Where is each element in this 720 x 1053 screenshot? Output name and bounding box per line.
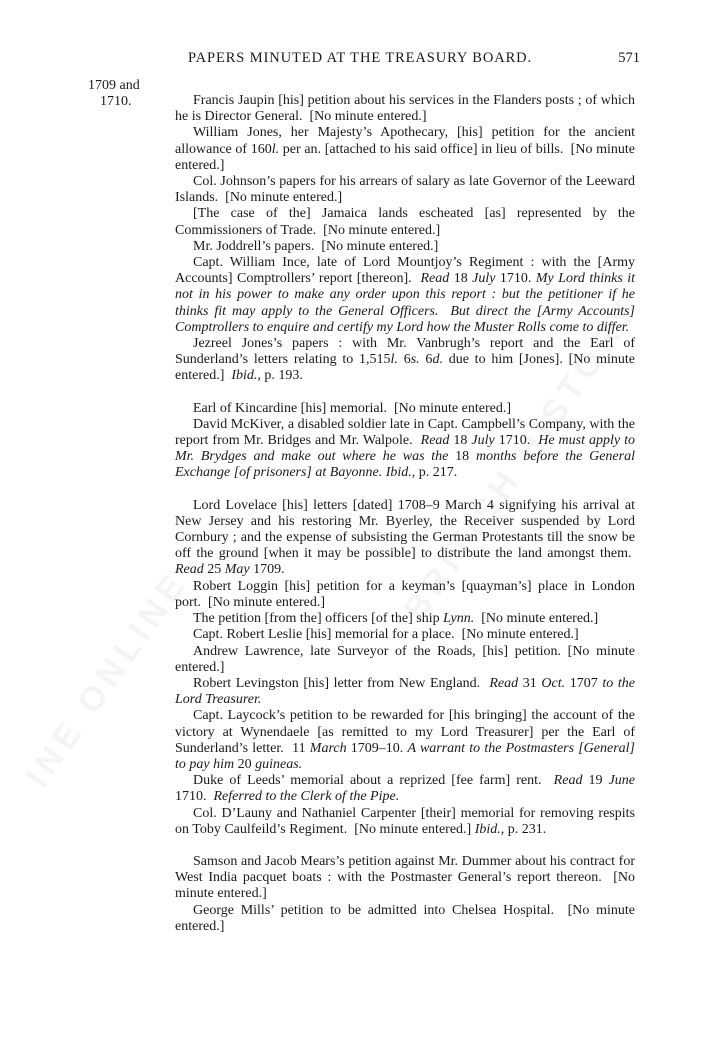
entries-list (175, 93, 635, 935)
minute-entry: Robert Loggin [his] petition for a keyman’s [quayman’s] place in London port. [No minute entered.] (175, 578, 635, 610)
minute-entry: William Jones, her Majesty’s Apothecary, [his] petition for the ancient allowance of 160l. per an. [attached to his said office] in lieu of bills. [No minute entered.] (175, 125, 635, 173)
minute-entry: Samson and Jacob Mears’s petition against Mr. Dummer about his contract for West India pacquet boats : with the Postmaster General’s report thereon. [No minute entered.] (175, 853, 635, 902)
minute-entry: Capt. Laycock’s petition to be rewarded for [his bringing] the account of the victory at Wynendaele [as remitted to my Lord Treasurer] per the Earl of Sunderland’s letter. 11 March 1709–10. A warrant to the Postmasters [General] to pay him 20 guineas. (175, 708, 636, 772)
watermark-left (18, 564, 196, 795)
minute-entry: The petition [from the] officers [of the] ship Lynn. [No minute entered.] (193, 611, 599, 627)
margin-date-line-2: 1710. (100, 94, 132, 109)
minute-entry: Earl of Kincardine [his] memorial. [No minute entered.] (193, 400, 511, 416)
minute-entry: Robert Levingston [his] letter from New England. Read 31 Oct. 1707 to the Lord Treasurer. (175, 675, 636, 708)
minute-entry: Capt. William Ince, late of Lord Mountjoy’s Regiment : with the [Army Accounts] Comptrollers’ report [thereon]. Read 18 July 1710. My Lord thinks it not in his power to make any order upon this report : but the petitioner if he thinks fit may apply to the General Officers. But direct the [Army Accounts] Comptrollers to enquire and certify my Lord how the Muster Rolls come to differ. (175, 255, 636, 335)
minute-entry: Jezreel Jones’s papers : with Mr. Vanbrugh’s report and the Earl of Sunderland’s letters relating to 1,515l. 6s. 6d. due to him [Jones]. [No minute entered.] Ibid., p. 193. (175, 336, 636, 384)
margin-date-line-1: 1709 and (88, 78, 140, 93)
minute-entry: Duke of Leeds’ memorial about a reprized [fee farm] rent. Read 19 June 1710. Referred to the Clerk of the Pipe. (175, 773, 636, 805)
margin-date-note (88, 78, 160, 110)
minute-entry: Lord Lovelace [his] letters [dated] 1708–9 March 4 signifying his arrival at New Jersey and his restoring Mr. Byerley, the Receiver suspended by Lord Cornbury ; and the expense of subsisting the German Protestants till the snow be off the ground [when it may be possible] to distribute the land amongst them. Read 25 May 1709. (175, 497, 635, 578)
minute-entry: David McKiver, a disabled soldier late in Capt. Campbell’s Company, with the report from Mr. Bridges and Mr. Walpole. Read 18 July 1710. He must apply to Mr. Brydges and make out where he was the 18 months before the General Exchange [of prisoners] at Bayonne. Ibid., p. 217. (175, 416, 635, 481)
minute-entry: Francis Jaupin [his] petition about his services in the Flanders posts ; of which he is Director General. [No minute entered.] (175, 93, 635, 125)
page-number: 571 (618, 50, 640, 66)
minute-entry: Col. D’Launy and Nathaniel Carpenter [their] memorial for removing respits on Toby Caulfeild’s Regiment. [No minute entered.] Ibid., p. 231. (175, 805, 635, 837)
minute-entry: Capt. Robert Leslie [his] memorial for a place. [No minute entered.] (193, 627, 579, 643)
minute-entry: George Mills’ petition to be admitted into Chelsea Hospital. [No minute entered.] (175, 902, 635, 934)
minute-entry: [The case of the] Jamaica lands escheated [as] represented by the Commissioners of Trade. [No minute entered.] (175, 206, 635, 238)
minute-entry: Mr. Joddrell’s papers. [No minute entered.] (193, 238, 439, 254)
minute-entry: Andrew Lawrence, late Surveyor of the Roads, [his] petition. [No minute entered.] (175, 643, 635, 675)
running-title: PAPERS MINUTED AT THE TREASURY BOARD. (188, 50, 533, 66)
minute-entry: Col. Johnson’s papers for his arrears of salary as late Governor of the Leeward Islands. [No minute entered.] (175, 174, 635, 206)
page-header (180, 50, 640, 72)
